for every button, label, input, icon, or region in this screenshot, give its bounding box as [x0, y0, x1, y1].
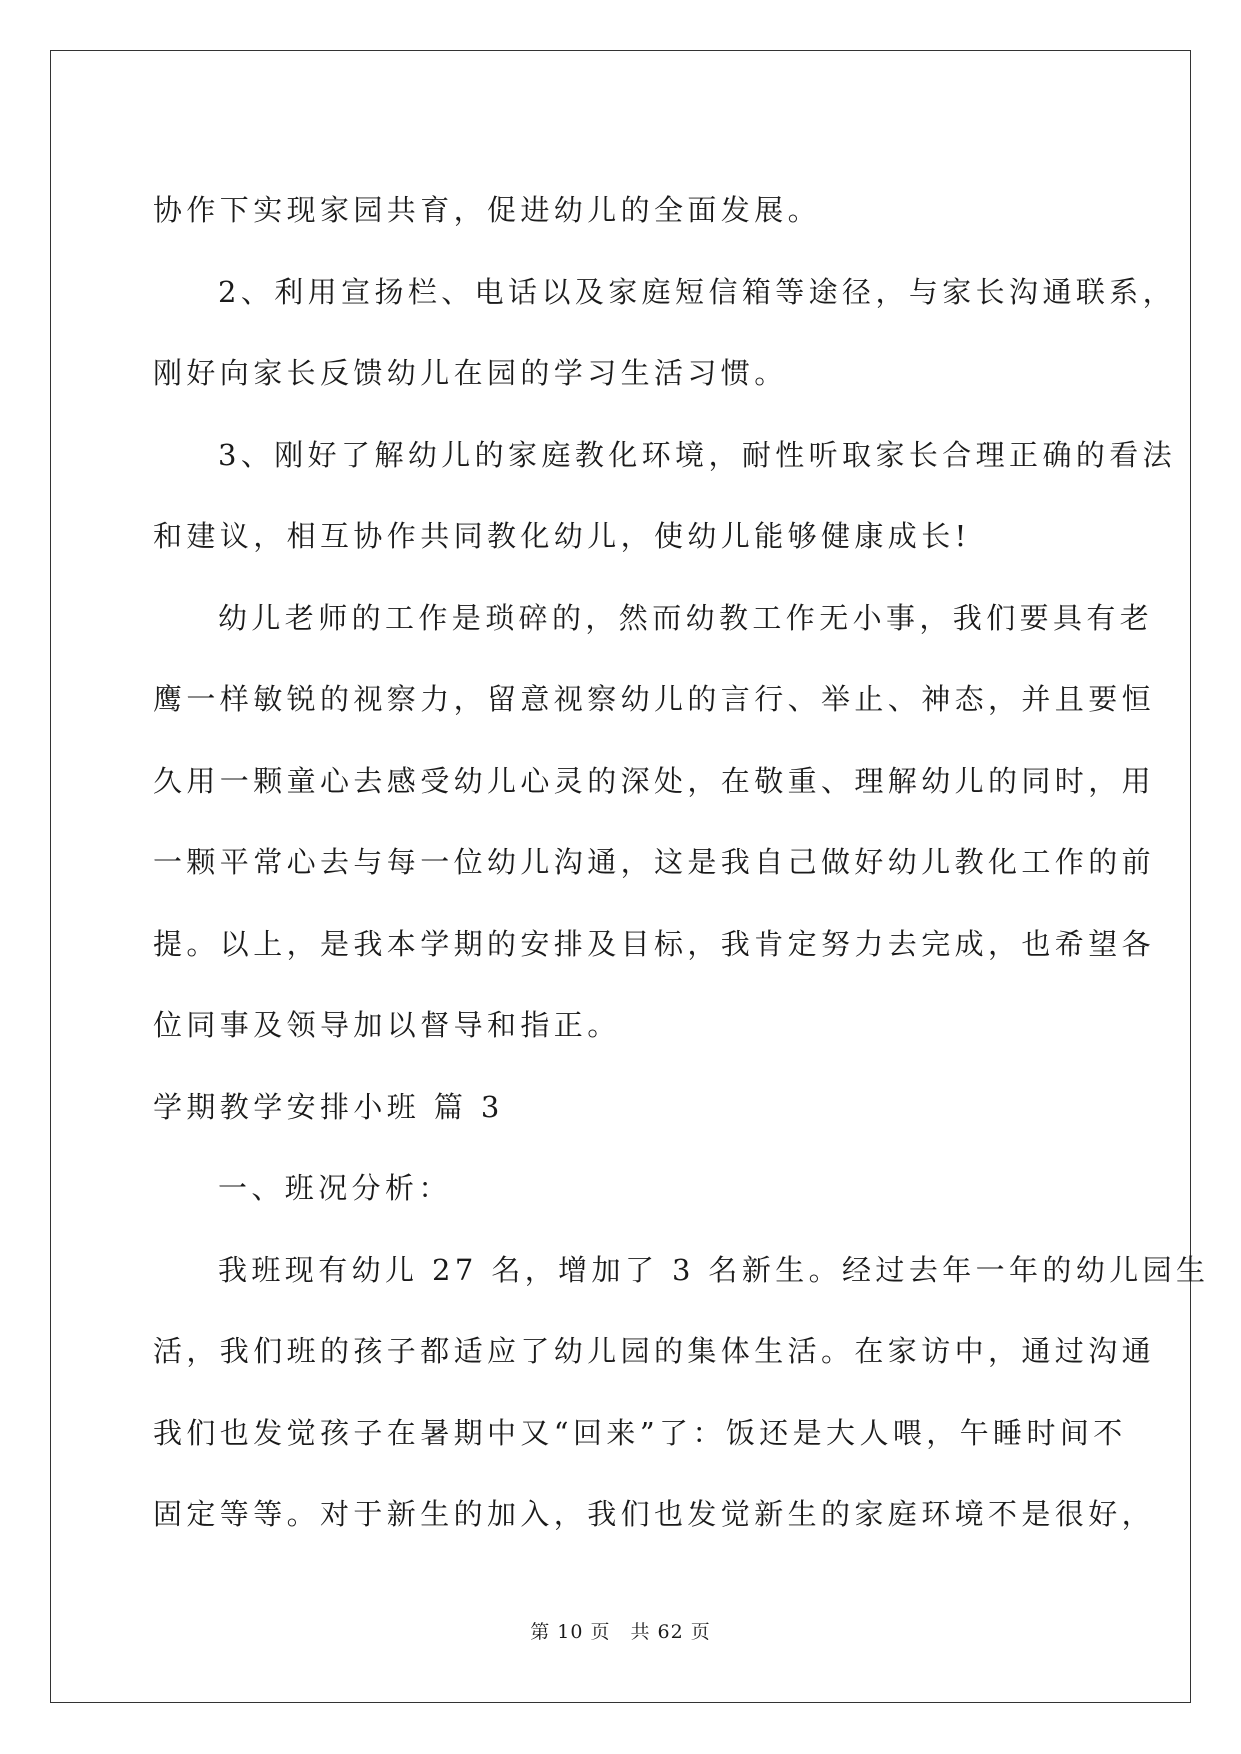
text-line: 3、刚好了解幼儿的家庭教化环境，耐性听取家长合理正确的看法	[218, 437, 1177, 472]
text-line: 久用一颗童心去感受幼儿心灵的深处，在敬重、理解幼儿的同时，用	[153, 763, 1156, 798]
subsection-heading: 一、班况分析：	[218, 1171, 452, 1205]
text-line: 刚好向家长反馈幼儿在园的学习生活习惯。	[153, 356, 788, 390]
page-footer: 第 10 页 共 62 页	[530, 1621, 711, 1643]
text-line: 固定等等。对于新生的加入，我们也发觉新生的家庭环境不是很好，	[153, 1497, 1156, 1531]
text-line: 幼儿老师的工作是琐碎的，然而幼教工作无小事，我们要具有老	[218, 600, 1154, 635]
text-line: 活，我们班的孩子都适应了幼儿园的集体生活。在家访中，通过沟通	[153, 1334, 1156, 1368]
text-line: 一颗平常心去与每一位幼儿沟通，这是我自己做好幼儿教化工作的前	[153, 845, 1156, 879]
text-line: 和建议，相互协作共同教化幼儿，使幼儿能够健康成长!	[153, 519, 971, 553]
text-line: 提。以上，是我本学期的安排及目标，我肯定努力去完成，也希望各	[153, 926, 1156, 961]
text-line: 2、利用宣扬栏、电话以及家庭短信箱等途径，与家长沟通联系，	[218, 274, 1177, 309]
document-body	[153, 170, 1210, 1556]
text-line: 我班现有幼儿 27 名，增加了 3 名新生。经过去年一年的幼儿园生	[218, 1252, 1210, 1287]
text-line: 位同事及领导加以督导和指正。	[153, 1008, 621, 1042]
text-line: 我们也发觉孩子在暑期中又“回来”了：饭还是大人喂，午睡时间不	[153, 1415, 1127, 1450]
text-line: 协作下实现家园共育，促进幼儿的全面发展。	[153, 193, 822, 227]
text-line: 鹰一样敏锐的视察力，留意视察幼儿的言行、举止、神态，并且要恒	[153, 682, 1156, 716]
section-heading: 学期教学安排小班 篇 3	[153, 1089, 504, 1124]
